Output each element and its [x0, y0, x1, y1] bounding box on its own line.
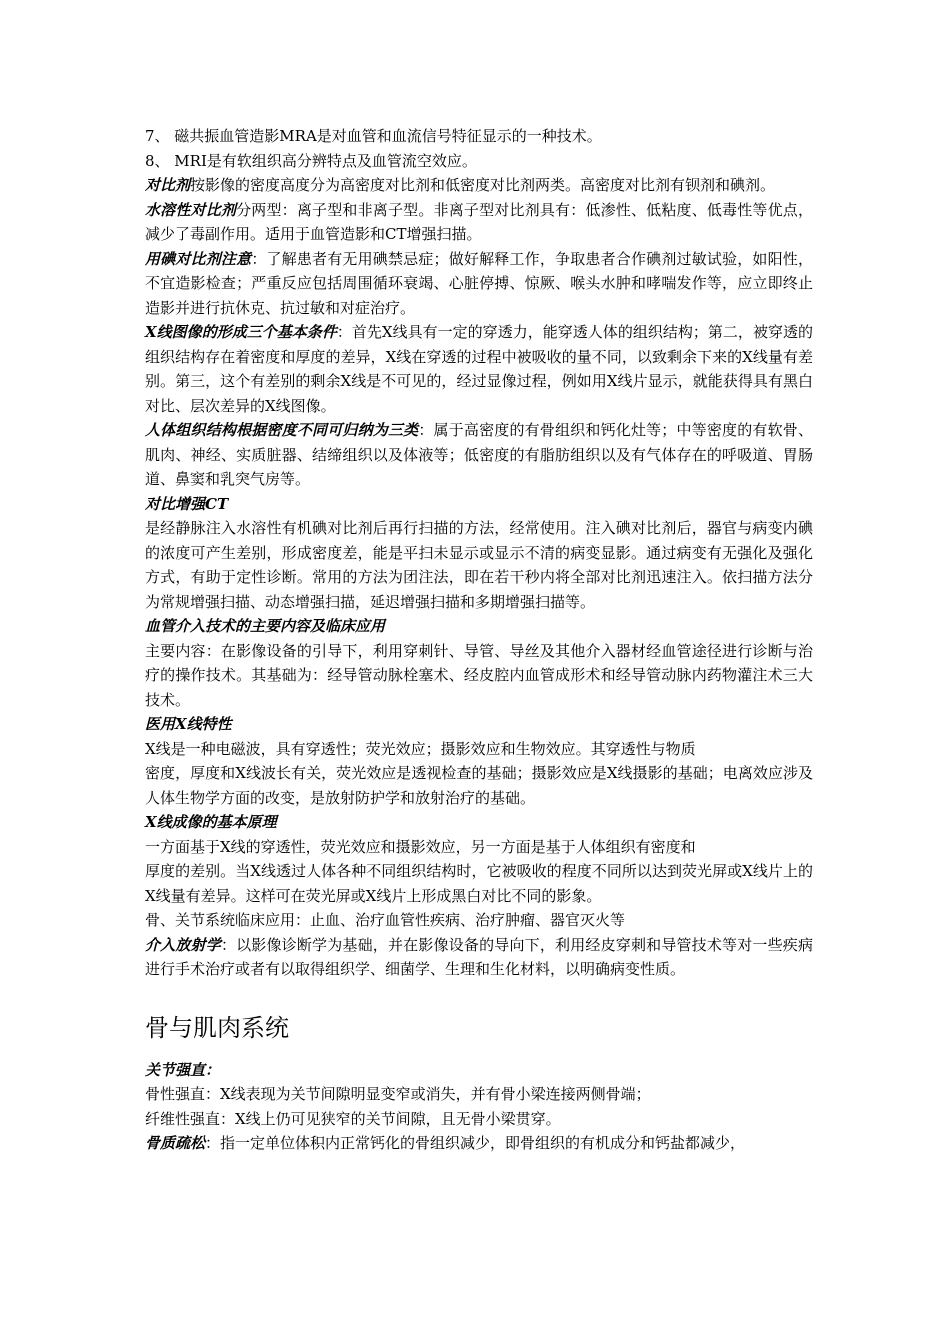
interventional-radiology-paragraph	[145, 933, 813, 982]
interventional-radiology-text: ：以影像诊断学为基础，并在影像设备的导向下，利用经皮穿刺和导管技术等对一些疾病进行手术治疗或者有以取得组织学、细菌学、生理和生化材料，以明确病变性质。	[145, 935, 813, 978]
osteoporosis-term: 骨质疏松	[145, 1134, 206, 1152]
item-7: 7、 磁共振血管造影MRA是对血管和血流信号特征显示的一种技术。	[145, 127, 602, 145]
iodine-notes-term: 用碘对比剂注意	[145, 249, 252, 268]
tissue-classes-text: ：属于高密度的有骨组织和钙化灶等；中等密度的有软骨、肌肉、神经、实质脏器、结缔组织以及体液等；低密度的有脂肪组织以及有气体存在的呼吸道、胃肠道、鼻窦和乳突气房等。	[145, 421, 813, 488]
bony-ankylosis-text: 骨性强直：X线表现为关节间隙明显变窄或消失，并有骨小梁连接两侧骨端；	[145, 1085, 651, 1103]
water-soluble-term: 水溶性对比剂	[145, 200, 237, 219]
enhanced-ct-text: 是经静脉注入水溶性有机碘对比剂后再行扫描的方法，经常使用。注入碘对比剂后，器官与病变内碘的浓度可产生差别，形成密度差，能是平扫未显示或显示不清的病变显影。通过病变有无强化及强化方式，有助于定性诊断。常用的方法为团注法，即在若干秒内将全部对比剂迅速注入。依扫描方法分为常规增强扫描、动态增强扫描，延迟增强扫描和多期增强扫描等。	[145, 519, 813, 611]
xray-conditions-term: X线图像的形成三个基本条件	[145, 323, 337, 341]
tissue-classes-term: 人体组织结构根据密度不同可归纳为三类	[145, 421, 419, 439]
water-soluble-text: 分两型：离子型和非离子型。非离子型对比剂具有：低渗性、低粘度、低毒性等优点，减少了毒副作用。适用于血管造影和CT增强扫描。	[145, 200, 813, 243]
contrast-agent-text: 按影像的密度高度分为高密度对比剂和低密度对比剂两类。高密度对比剂有钡剂和碘剂。	[190, 176, 776, 194]
section-heading: 骨与肌肉系统	[145, 1013, 289, 1042]
vascular-interventional-heading: 血管介入技术的主要内容及临床应用	[145, 617, 386, 635]
water-soluble-paragraph	[145, 198, 813, 247]
xray-properties-heading: 医用X线特性	[145, 715, 232, 733]
xray-properties-line1: X线是一种电磁波，具有穿透性；荧光效应；摄影效应和生物效应。其穿透性与物质	[145, 739, 696, 758]
vascular-interventional-text: 主要内容：在影像设备的引导下，利用穿刺针、导管、导丝及其他介入器材经血管途径进行诊断与治疗的操作技术。其基础为：经导管动脉栓塞术、经皮腔内血管成形术和经导管动脉内药物灌注术三大技术。	[145, 641, 813, 709]
contrast-agent-paragraph	[145, 173, 813, 198]
xray-principle-line3: 骨、关节系统临床应用：止血、治疗血管性疾病、治疗肿瘤、器官灭火等	[145, 911, 626, 929]
ankylosis-heading: 关节强直：	[145, 1060, 221, 1079]
enhanced-ct-heading: 对比增强CT	[145, 494, 229, 513]
xray-principle-heading: X线成像的基本原理	[145, 813, 277, 831]
iodine-notes-text: ：了解患者有无用碘禁忌症；做好解释工作，争取患者合作碘剂过敏试验，如阳性，不宜造影检查；严重反应包括周围循环衰竭、心脏停搏、惊厥、喉头水肿和哮喘发作等，应立即终止造影并进行抗休克、抗过敏和对症治疗。	[145, 249, 813, 317]
item-8: 8、 MRI是有软组织高分辨特点及血管流空效应。	[145, 151, 477, 170]
tissue-classes-paragraph	[145, 418, 813, 492]
document-page	[145, 124, 813, 1156]
xray-properties-line2: 密度，厚度和X线波长有关，荧光效应是透视检查的基础；摄影效应是X线摄影的基础；电离效应涉及人体生物学方面的改变，是放射防护学和放射治疗的基础。	[145, 764, 813, 807]
osteoporosis-text: ：指一定单位体积内正常钙化的骨组织减少，即骨组织的有机成分和钙盐都减少，	[205, 1134, 746, 1152]
xray-conditions-paragraph	[145, 320, 813, 418]
fibrous-ankylosis-text: 纤维性强直：X线上仍可见狭窄的关节间隙，且无骨小梁贯穿。	[145, 1109, 561, 1128]
xray-principle-line2: 厚度的差别。当X线透过人体各种不同组织结构时，它被吸收的程度不同所以达到荧光屏或X线片上的X线量有差异。这样可在荧光屏或X线片上形成黑白对比不同的影象。	[145, 862, 813, 905]
osteoporosis-paragraph	[145, 1131, 813, 1156]
contrast-agent-term: 对比剂	[145, 176, 191, 194]
iodine-notes-paragraph	[145, 247, 813, 321]
xray-conditions-text: ：首先X线具有一定的穿透力，能穿透人体的组织结构；第二，被穿透的组织结构存在着密度和厚度的差异，X线在穿透的过程中被吸收的量不同，以致剩余下来的X线量有差别。第三，这个有差别的剩余X线是不可见的，经过显像过程，例如用X线片显示，就能获得具有黑白对比、层次差异的X线图像。	[145, 323, 813, 415]
interventional-radiology-term: 介入放射学	[145, 935, 221, 954]
xray-principle-line1: 一方面基于X线的穿透性，荧光效应和摄影效应，另一方面是基于人体组织有密度和	[145, 837, 696, 856]
